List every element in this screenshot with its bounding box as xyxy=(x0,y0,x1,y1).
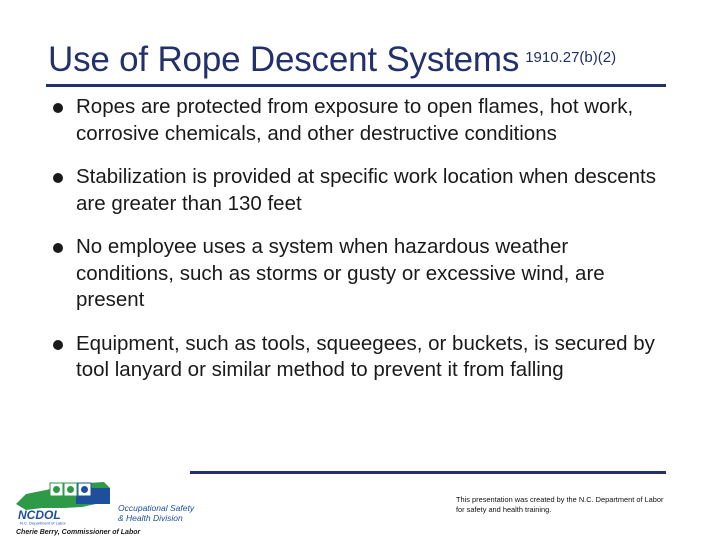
slide-title: Use of Rope Descent Systems xyxy=(48,40,520,79)
bullet-text: Stabilization is provided at specific work location when descents are greater than 130 feet xyxy=(76,165,656,215)
bullet-dot-icon xyxy=(53,340,63,350)
photo-tile-figure-icon xyxy=(81,486,88,493)
bullet-dot-icon xyxy=(53,243,63,253)
ncdol-dept-line: N.C. Department of Labor xyxy=(20,520,66,526)
bullet-text: Ropes are protected from exposure to open flames, hot work, corrosive chemicals, and other destructive conditions xyxy=(76,95,634,145)
commissioner-line: Cherie Berry, Commissioner of Labor xyxy=(16,529,141,536)
title-divider xyxy=(46,84,666,87)
footer-note: This presentation was created by the N.C. Department of Labor for safety and health training. xyxy=(456,495,664,514)
division-line-2: & Health Division xyxy=(118,513,183,523)
bullet-text: Equipment, such as tools, squeegees, or buckets, is secured by tool lanyard or similar method to prevent it from falling xyxy=(76,331,655,381)
ncdol-wordmark: NCDOL xyxy=(18,508,61,522)
bullet-dot-icon xyxy=(53,103,63,113)
slide-title-row xyxy=(48,40,616,80)
bullet-item xyxy=(50,234,670,314)
bullet-item xyxy=(50,164,670,217)
bullet-text: No employee uses a system when hazardous weather conditions, such as storms or gusty or excessive wind, are present xyxy=(76,235,605,311)
bullet-dot-icon xyxy=(53,173,63,183)
footer-divider xyxy=(190,471,666,474)
bullet-list xyxy=(50,94,670,401)
photo-tile-figure-icon xyxy=(67,486,74,493)
ncdol-logo xyxy=(12,474,198,536)
bullet-item xyxy=(50,94,670,147)
regulation-reference: 1910.27(b)(2) xyxy=(525,49,617,66)
photo-tile-figure-icon xyxy=(53,486,60,493)
bullet-item xyxy=(50,331,670,384)
division-line-1: Occupational Safety xyxy=(118,503,195,513)
ncdol-logo-graphic xyxy=(12,474,198,536)
